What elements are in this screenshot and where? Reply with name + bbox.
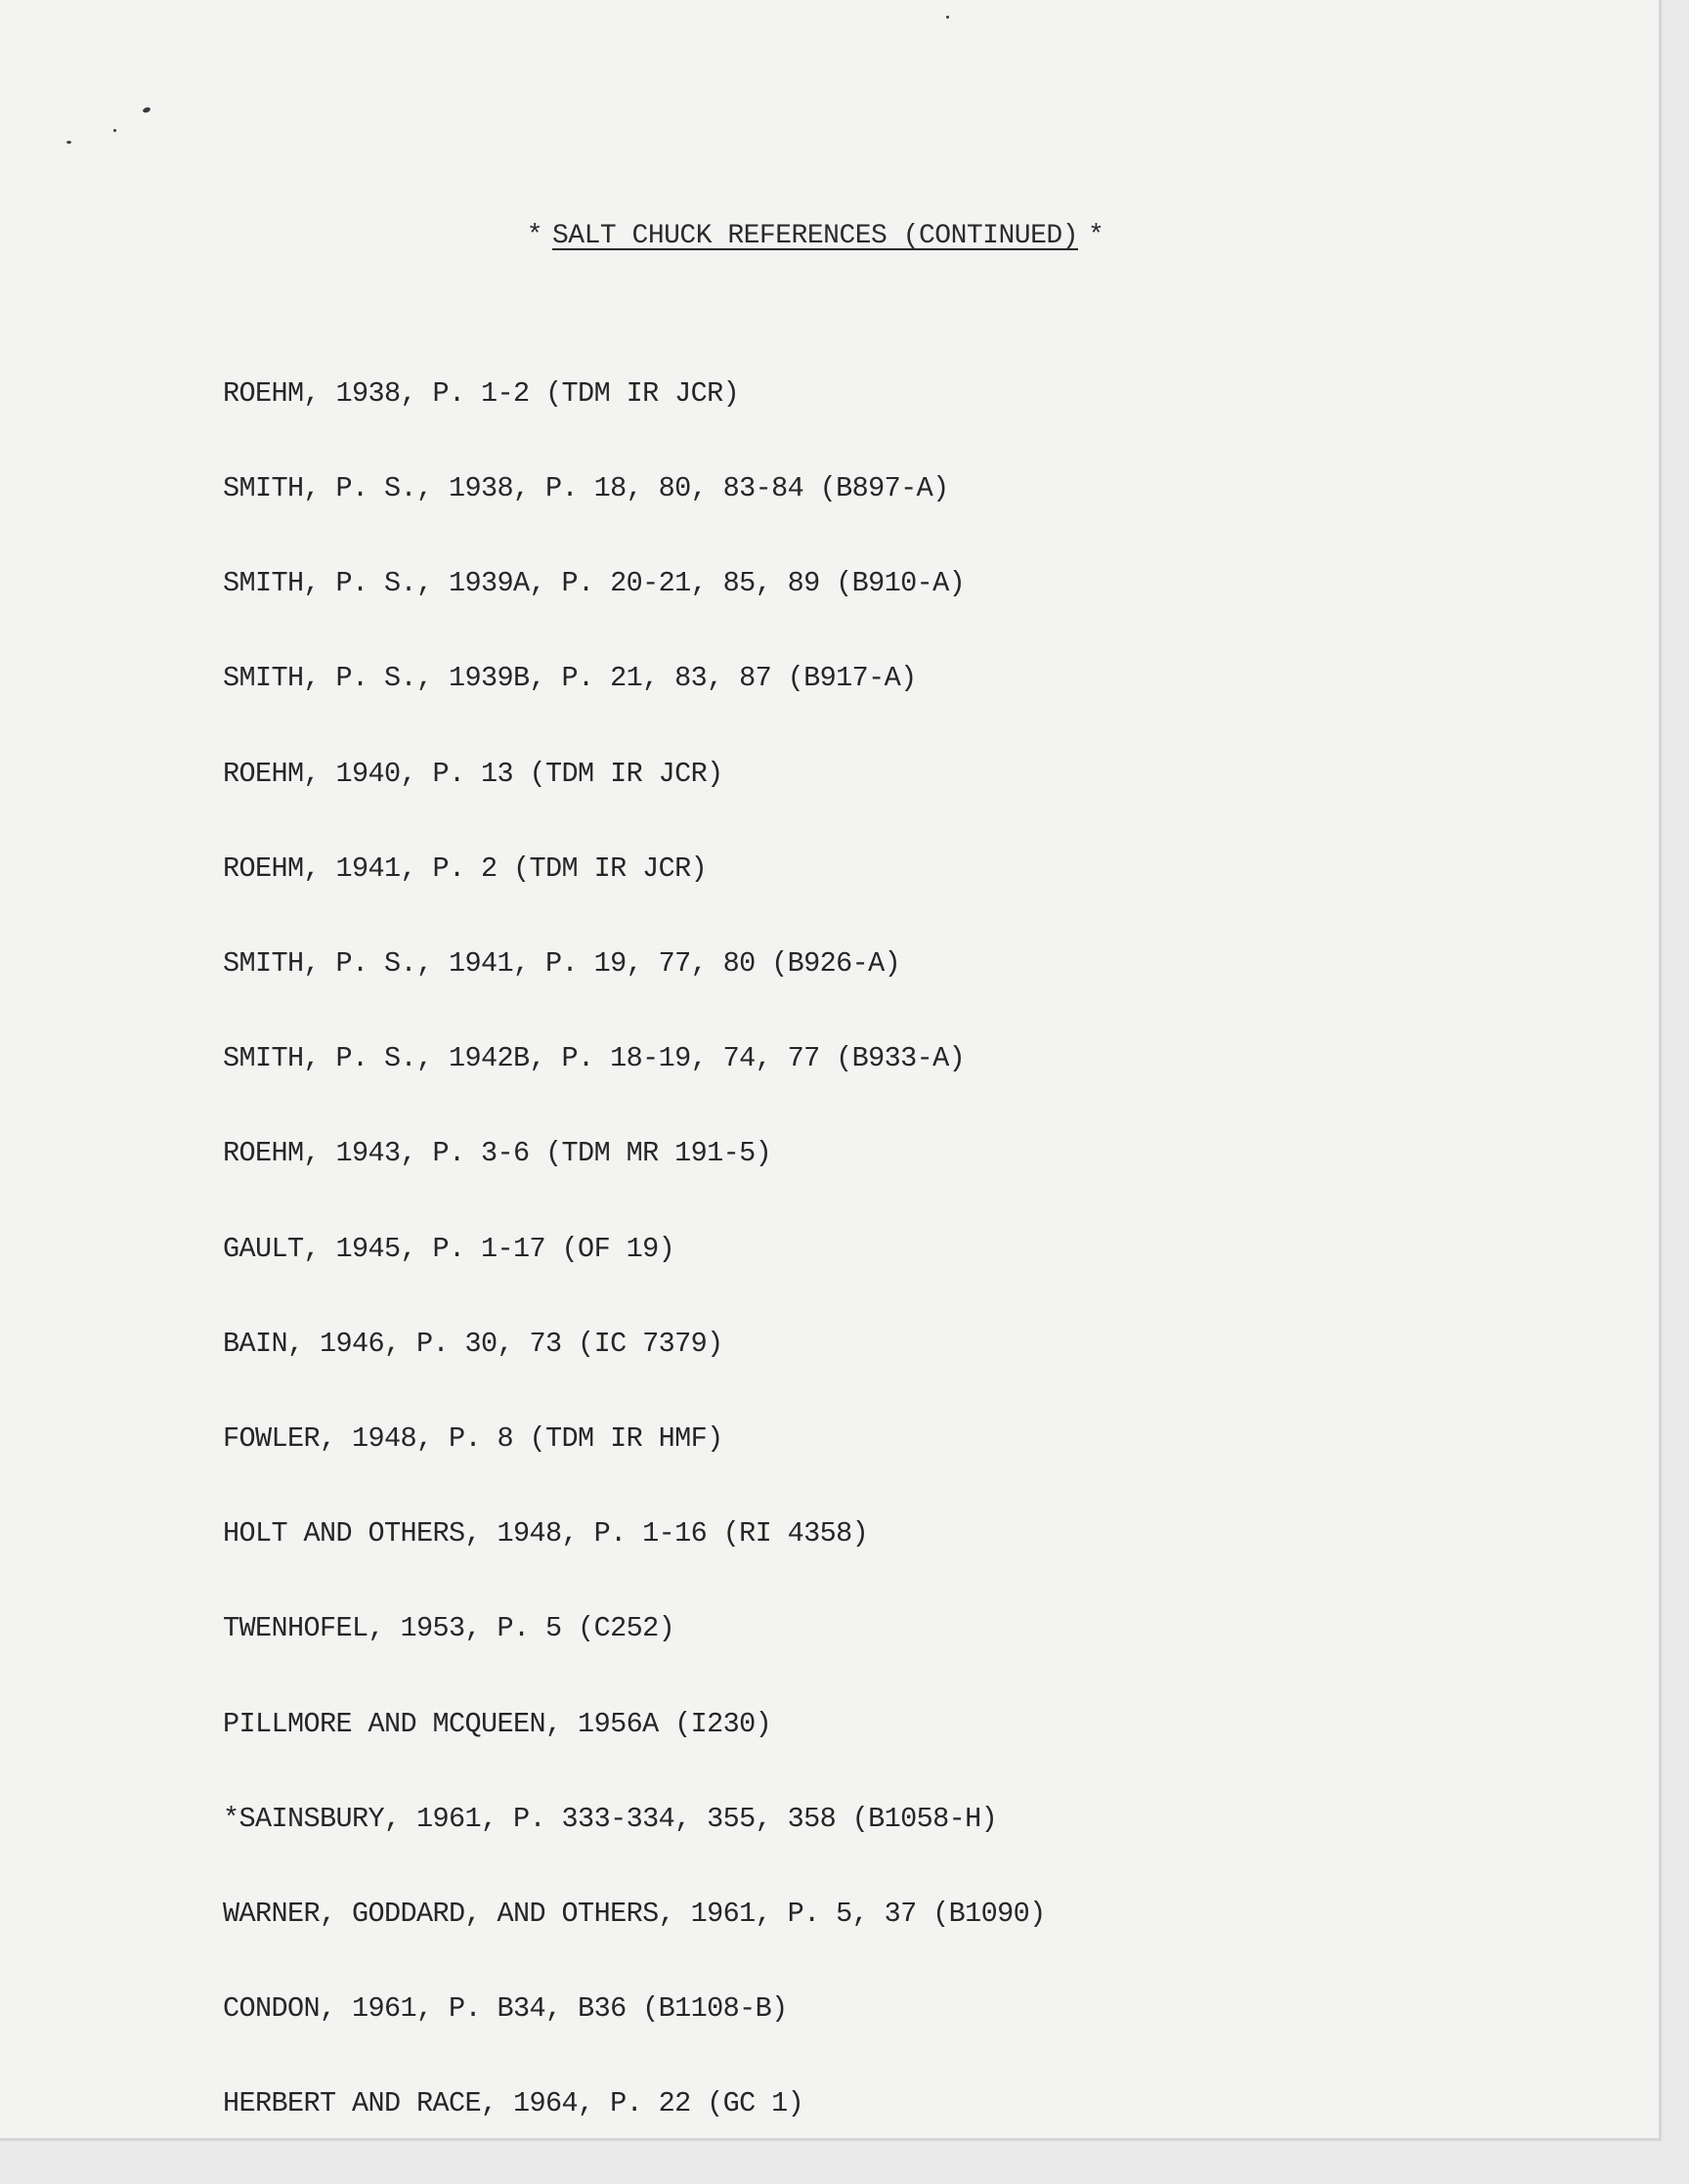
reference-item: FOWLER, 1948, P. 8 (TDM IR HMF)	[223, 1422, 723, 1456]
scan-speck	[946, 16, 949, 19]
reference-item: HERBERT AND RACE, 1964, P. 22 (GC 1)	[223, 2087, 804, 2120]
reference-item: ROEHM, 1941, P. 2 (TDM IR JCR)	[223, 852, 708, 885]
reference-item: ROEHM, 1938, P. 1-2 (TDM IR JCR)	[223, 376, 740, 410]
reference-item: ROEHM, 1940, P. 13 (TDM IR JCR)	[223, 757, 723, 790]
reference-item: SMITH, P. S., 1939A, P. 20-21, 85, 89 (B910-A)	[223, 567, 966, 600]
reference-item: SMITH, P. S., 1939B, P. 21, 83, 87 (B917-A)	[223, 662, 917, 695]
reference-item: WARNER, GODDARD, AND OTHERS, 1961, P. 5, 37 (B1090)	[223, 1898, 1046, 1931]
reference-item: TWENHOFEL, 1953, P. 5 (C252)	[223, 1612, 675, 1645]
reference-item: SMITH, P. S., 1941, P. 19, 77, 80 (B926-A)	[223, 947, 901, 981]
reference-item: BAIN, 1946, P. 30, 73 (IC 7379)	[223, 1327, 723, 1360]
title-asterisk-left: *	[526, 221, 542, 251]
scan-speck	[113, 129, 116, 132]
reference-item: GAULT, 1945, P. 1-17 (OF 19)	[223, 1232, 675, 1265]
reference-item: *SAINSBURY, 1961, P. 333-334, 355, 358 (B1058-H)	[223, 1802, 998, 1835]
page-title	[0, 221, 1630, 251]
scan-speck	[66, 141, 71, 144]
reference-item: SMITH, P. S., 1938, P. 18, 80, 83-84 (B897-A)	[223, 472, 949, 505]
reference-item: CONDON, 1961, P. B34, B36 (B1108-B)	[223, 1992, 788, 2026]
title-text: SALT CHUCK REFERENCES (CONTINUED)	[552, 221, 1078, 251]
reference-item: ROEHM, 1943, P. 3-6 (TDM MR 191-5)	[223, 1137, 772, 1170]
reference-item: SMITH, P. S., 1942B, P. 18-19, 74, 77 (B933-A)	[223, 1042, 966, 1075]
reference-item: PILLMORE AND MCQUEEN, 1956A (I230)	[223, 1707, 772, 1740]
scan-speck	[142, 107, 151, 113]
title-asterisk-right: *	[1088, 221, 1104, 251]
reference-list	[223, 315, 1046, 2184]
reference-item: HOLT AND OTHERS, 1948, P. 1-16 (RI 4358)	[223, 1517, 869, 1551]
